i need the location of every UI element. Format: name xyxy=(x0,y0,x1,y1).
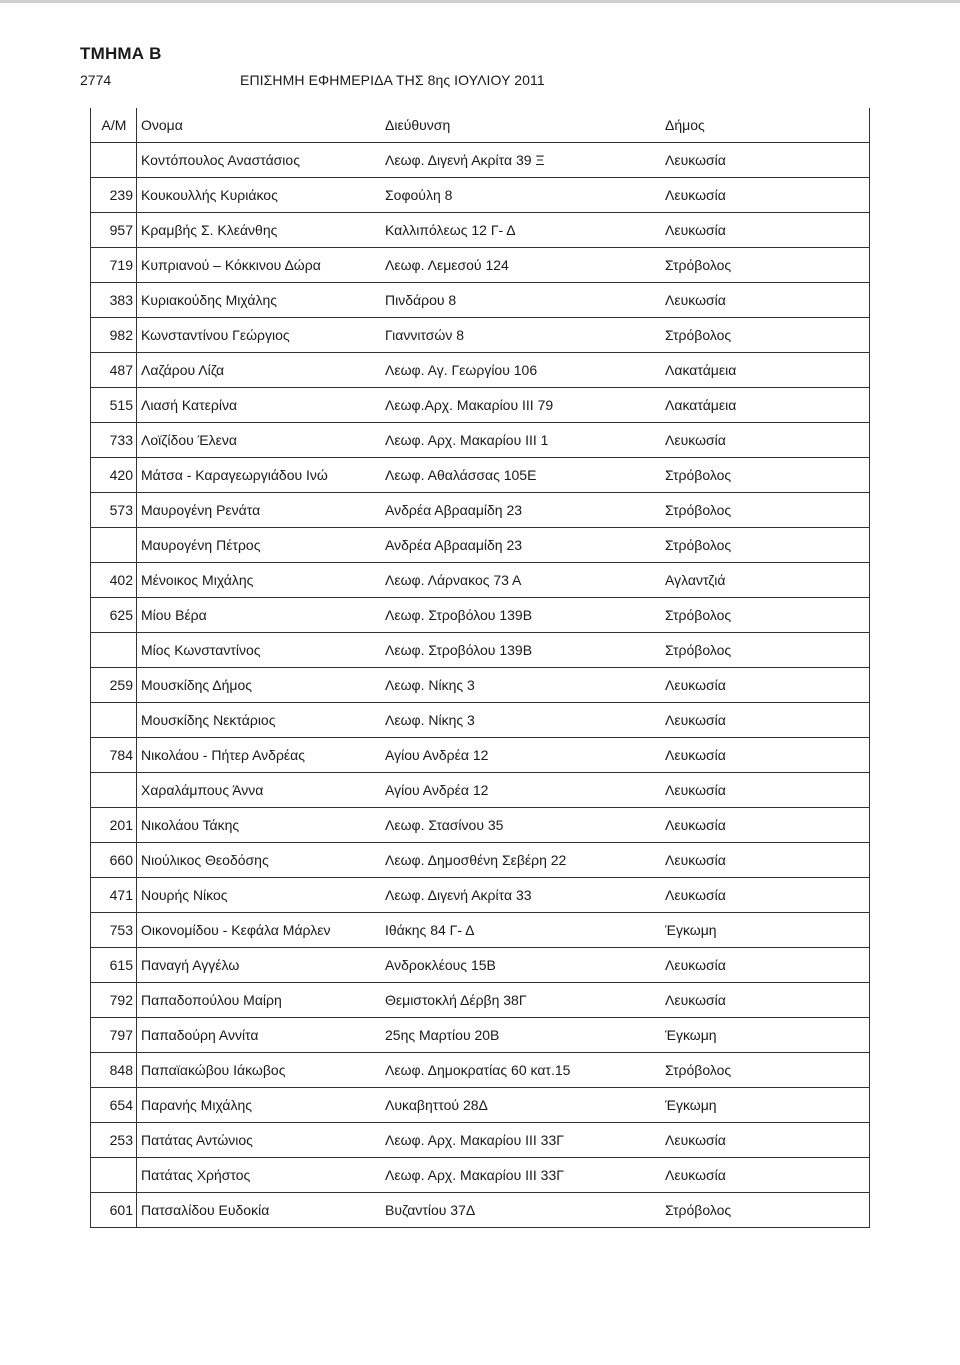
cell-id: 259 xyxy=(91,668,137,703)
cell-name: Κυπριανού – Κόκκινου Δώρα xyxy=(137,248,382,283)
cell-name: Νικολάου - Πήτερ Ανδρέας xyxy=(137,738,382,773)
column-header-id: Α/Μ xyxy=(91,108,137,143)
cell-name: Παπαδοπούλου Μαίρη xyxy=(137,983,382,1018)
cell-id xyxy=(91,633,137,668)
cell-id xyxy=(91,773,137,808)
cell-id: 848 xyxy=(91,1053,137,1088)
header-row xyxy=(91,108,870,143)
table-row xyxy=(91,668,870,703)
cell-municipality: Λευκωσία xyxy=(661,178,870,213)
table-row xyxy=(91,423,870,458)
cell-address: Καλλιπόλεως 12 Γ- Δ xyxy=(381,213,661,248)
table-row xyxy=(91,983,870,1018)
table-row xyxy=(91,143,870,178)
table-row xyxy=(91,1018,870,1053)
gazette-header: ΕΠΙΣΗΜΗ ΕΦΗΜΕΡΙΔΑ ΤΗΣ 8ης ΙΟΥΛΙΟΥ 2011 xyxy=(240,72,545,88)
cell-name: Λαζάρου Λίζα xyxy=(137,353,382,388)
cell-id: 719 xyxy=(91,248,137,283)
table-row xyxy=(91,808,870,843)
cell-name: Μουσκίδης Νεκτάριος xyxy=(137,703,382,738)
table-row xyxy=(91,738,870,773)
cell-id: 625 xyxy=(91,598,137,633)
cell-municipality: Στρόβολος xyxy=(661,633,870,668)
cell-name: Παρανής Μιχάλης xyxy=(137,1088,382,1123)
table-row xyxy=(91,178,870,213)
cell-municipality: Λευκωσία xyxy=(661,423,870,458)
cell-municipality: Λευκωσία xyxy=(661,983,870,1018)
cell-name: Λιασή Κατερίνα xyxy=(137,388,382,423)
cell-address: Λεωφ. Στασίνου 35 xyxy=(381,808,661,843)
table-row xyxy=(91,318,870,353)
table-body xyxy=(91,143,870,1228)
cell-name: Παναγή Αγγέλω xyxy=(137,948,382,983)
cell-address: Θεμιστοκλή Δέρβη 38Γ xyxy=(381,983,661,1018)
cell-municipality: Λευκωσία xyxy=(661,738,870,773)
cell-id: 615 xyxy=(91,948,137,983)
column-header-address: Διεύθυνση xyxy=(381,108,661,143)
cell-address: Λεωφ. Διγενή Ακρίτα 33 xyxy=(381,878,661,913)
cell-address: Λεωφ. Δημοκρατίας 60 κατ.15 xyxy=(381,1053,661,1088)
cell-id xyxy=(91,703,137,738)
cell-address: Λεωφ. Στροβόλου 139Β xyxy=(381,633,661,668)
table-header xyxy=(91,108,870,143)
cell-address: Λεωφ. Δημοσθένη Σεβέρη 22 xyxy=(381,843,661,878)
table-row xyxy=(91,213,870,248)
cell-id: 402 xyxy=(91,563,137,598)
cell-municipality: Λακατάμεια xyxy=(661,388,870,423)
cell-address: Λεωφ. Αρχ. Μακαρίου ΙΙΙ 33Γ xyxy=(381,1158,661,1193)
table-row xyxy=(91,633,870,668)
cell-name: Νουρής Νίκος xyxy=(137,878,382,913)
cell-address: Ανδρέα Αβρααμίδη 23 xyxy=(381,528,661,563)
cell-id: 982 xyxy=(91,318,137,353)
cell-municipality: Στρόβολος xyxy=(661,1193,870,1228)
cell-id: 784 xyxy=(91,738,137,773)
page-number: 2774 xyxy=(80,72,112,88)
cell-id: 797 xyxy=(91,1018,137,1053)
cell-id: 654 xyxy=(91,1088,137,1123)
cell-address: Λεωφ. Λεμεσού 124 xyxy=(381,248,661,283)
table-row xyxy=(91,563,870,598)
cell-address: 25ης Μαρτίου 20Β xyxy=(381,1018,661,1053)
cell-municipality: Λευκωσία xyxy=(661,703,870,738)
table-row xyxy=(91,843,870,878)
table-row xyxy=(91,1193,870,1228)
cell-name: Μίου Βέρα xyxy=(137,598,382,633)
cell-id: 660 xyxy=(91,843,137,878)
cell-id: 515 xyxy=(91,388,137,423)
cell-municipality: Στρόβολος xyxy=(661,598,870,633)
cell-id xyxy=(91,528,137,563)
cell-name: Λοϊζίδου Έλενα xyxy=(137,423,382,458)
cell-id: 420 xyxy=(91,458,137,493)
cell-address: Γιαννιτσών 8 xyxy=(381,318,661,353)
cell-name: Παπαδούρη Αννίτα xyxy=(137,1018,382,1053)
cell-address: Λεωφ. Νίκης 3 xyxy=(381,703,661,738)
top-scan-border xyxy=(0,0,960,3)
cell-address: Λεωφ. Διγενή Ακρίτα 39 Ξ xyxy=(381,143,661,178)
cell-id xyxy=(91,1158,137,1193)
table-row xyxy=(91,1053,870,1088)
table-row xyxy=(91,598,870,633)
cell-id: 487 xyxy=(91,353,137,388)
cell-name: Χαραλάμπους Άννα xyxy=(137,773,382,808)
cell-municipality: Λευκωσία xyxy=(661,808,870,843)
cell-name: Κυριακούδης Μιχάλης xyxy=(137,283,382,318)
cell-name: Κουκουλλής Κυριάκος xyxy=(137,178,382,213)
cell-id: 383 xyxy=(91,283,137,318)
cell-address: Ανδρέα Αβρααμίδη 23 xyxy=(381,493,661,528)
cell-id: 792 xyxy=(91,983,137,1018)
cell-municipality: Λευκωσία xyxy=(661,878,870,913)
cell-municipality: Λευκωσία xyxy=(661,948,870,983)
column-header-municipality: Δήμος xyxy=(661,108,870,143)
table-row xyxy=(91,283,870,318)
cell-municipality: Λευκωσία xyxy=(661,773,870,808)
cell-address: Λεωφ. Αρχ. Μακαρίου ΙΙΙ 33Γ xyxy=(381,1123,661,1158)
cell-name: Νιούλικος Θεοδόσης xyxy=(137,843,382,878)
cell-name: Κοντόπουλος Αναστάσιος xyxy=(137,143,382,178)
cell-name: Παπαϊακώβου Ιάκωβος xyxy=(137,1053,382,1088)
cell-municipality: Έγκωμη xyxy=(661,913,870,948)
cell-address: Ιθάκης 84 Γ- Δ xyxy=(381,913,661,948)
table-row xyxy=(91,773,870,808)
table-row xyxy=(91,948,870,983)
cell-name: Πατσαλίδου Ευδοκία xyxy=(137,1193,382,1228)
table-row xyxy=(91,1123,870,1158)
cell-address: Βυζαντίου 37Δ xyxy=(381,1193,661,1228)
table-row xyxy=(91,1088,870,1123)
cell-municipality: Λευκωσία xyxy=(661,1158,870,1193)
cell-municipality: Στρόβολος xyxy=(661,318,870,353)
cell-municipality: Λευκωσία xyxy=(661,843,870,878)
table-row xyxy=(91,1158,870,1193)
cell-address: Λεωφ. Λάρνακος 73 Α xyxy=(381,563,661,598)
cell-municipality: Λευκωσία xyxy=(661,1123,870,1158)
records-table xyxy=(90,108,870,1228)
cell-id: 601 xyxy=(91,1193,137,1228)
cell-address: Πινδάρου 8 xyxy=(381,283,661,318)
cell-name: Οικονομίδου - Κεφάλα Μάρλεν xyxy=(137,913,382,948)
table-row xyxy=(91,703,870,738)
cell-municipality: Λευκωσία xyxy=(661,143,870,178)
cell-id: 753 xyxy=(91,913,137,948)
cell-id: 201 xyxy=(91,808,137,843)
cell-municipality: Αγλαντζιά xyxy=(661,563,870,598)
cell-municipality: Στρόβολος xyxy=(661,493,870,528)
cell-municipality: Στρόβολος xyxy=(661,248,870,283)
cell-address: Λεωφ. Αγ. Γεωργίου 106 xyxy=(381,353,661,388)
cell-municipality: Έγκωμη xyxy=(661,1088,870,1123)
section-title: ΤΜΗΜΑ Β xyxy=(80,44,162,63)
table-row xyxy=(91,388,870,423)
cell-municipality: Έγκωμη xyxy=(661,1018,870,1053)
cell-municipality: Στρόβολος xyxy=(661,528,870,563)
table-row xyxy=(91,878,870,913)
cell-municipality: Λευκωσία xyxy=(661,668,870,703)
cell-address: Λεωφ. Αθαλάσσας 105Ε xyxy=(381,458,661,493)
cell-address: Σοφούλη 8 xyxy=(381,178,661,213)
cell-id: 957 xyxy=(91,213,137,248)
table-row xyxy=(91,493,870,528)
cell-address: Λεωφ. Στροβόλου 139Β xyxy=(381,598,661,633)
table-row xyxy=(91,353,870,388)
cell-name: Μαυρογένη Πέτρος xyxy=(137,528,382,563)
cell-id xyxy=(91,143,137,178)
cell-address: Αγίου Ανδρέα 12 xyxy=(381,773,661,808)
cell-name: Πατάτας Χρήστος xyxy=(137,1158,382,1193)
cell-id: 253 xyxy=(91,1123,137,1158)
cell-name: Κωνσταντίνου Γεώργιος xyxy=(137,318,382,353)
cell-name: Κραμβής Σ. Κλεάνθης xyxy=(137,213,382,248)
cell-id: 471 xyxy=(91,878,137,913)
cell-municipality: Λευκωσία xyxy=(661,213,870,248)
cell-name: Μαυρογένη Ρενάτα xyxy=(137,493,382,528)
cell-municipality: Στρόβολος xyxy=(661,458,870,493)
cell-id: 239 xyxy=(91,178,137,213)
cell-address: Λυκαβηττού 28Δ xyxy=(381,1088,661,1123)
cell-name: Μουσκίδης Δήμος xyxy=(137,668,382,703)
cell-municipality: Λευκωσία xyxy=(661,283,870,318)
cell-name: Νικολάου Τάκης xyxy=(137,808,382,843)
cell-name: Μίος Κωνσταντίνος xyxy=(137,633,382,668)
cell-name: Πατάτας Αντώνιος xyxy=(137,1123,382,1158)
cell-id: 733 xyxy=(91,423,137,458)
cell-id: 573 xyxy=(91,493,137,528)
table-row xyxy=(91,248,870,283)
table-row xyxy=(91,528,870,563)
cell-name: Μένοικος Μιχάλης xyxy=(137,563,382,598)
cell-address: Αγίου Ανδρέα 12 xyxy=(381,738,661,773)
cell-address: Ανδροκλέους 15Β xyxy=(381,948,661,983)
cell-address: Λεωφ. Αρχ. Μακαρίου ΙΙΙ 1 xyxy=(381,423,661,458)
table-row xyxy=(91,913,870,948)
cell-address: Λεωφ. Νίκης 3 xyxy=(381,668,661,703)
table-row xyxy=(91,458,870,493)
column-header-name: Ονομα xyxy=(137,108,382,143)
cell-name: Μάτσα - Καραγεωργιάδου Ινώ xyxy=(137,458,382,493)
cell-municipality: Στρόβολος xyxy=(661,1053,870,1088)
cell-municipality: Λακατάμεια xyxy=(661,353,870,388)
cell-address: Λεωφ.Αρχ. Μακαρίου ΙΙΙ 79 xyxy=(381,388,661,423)
